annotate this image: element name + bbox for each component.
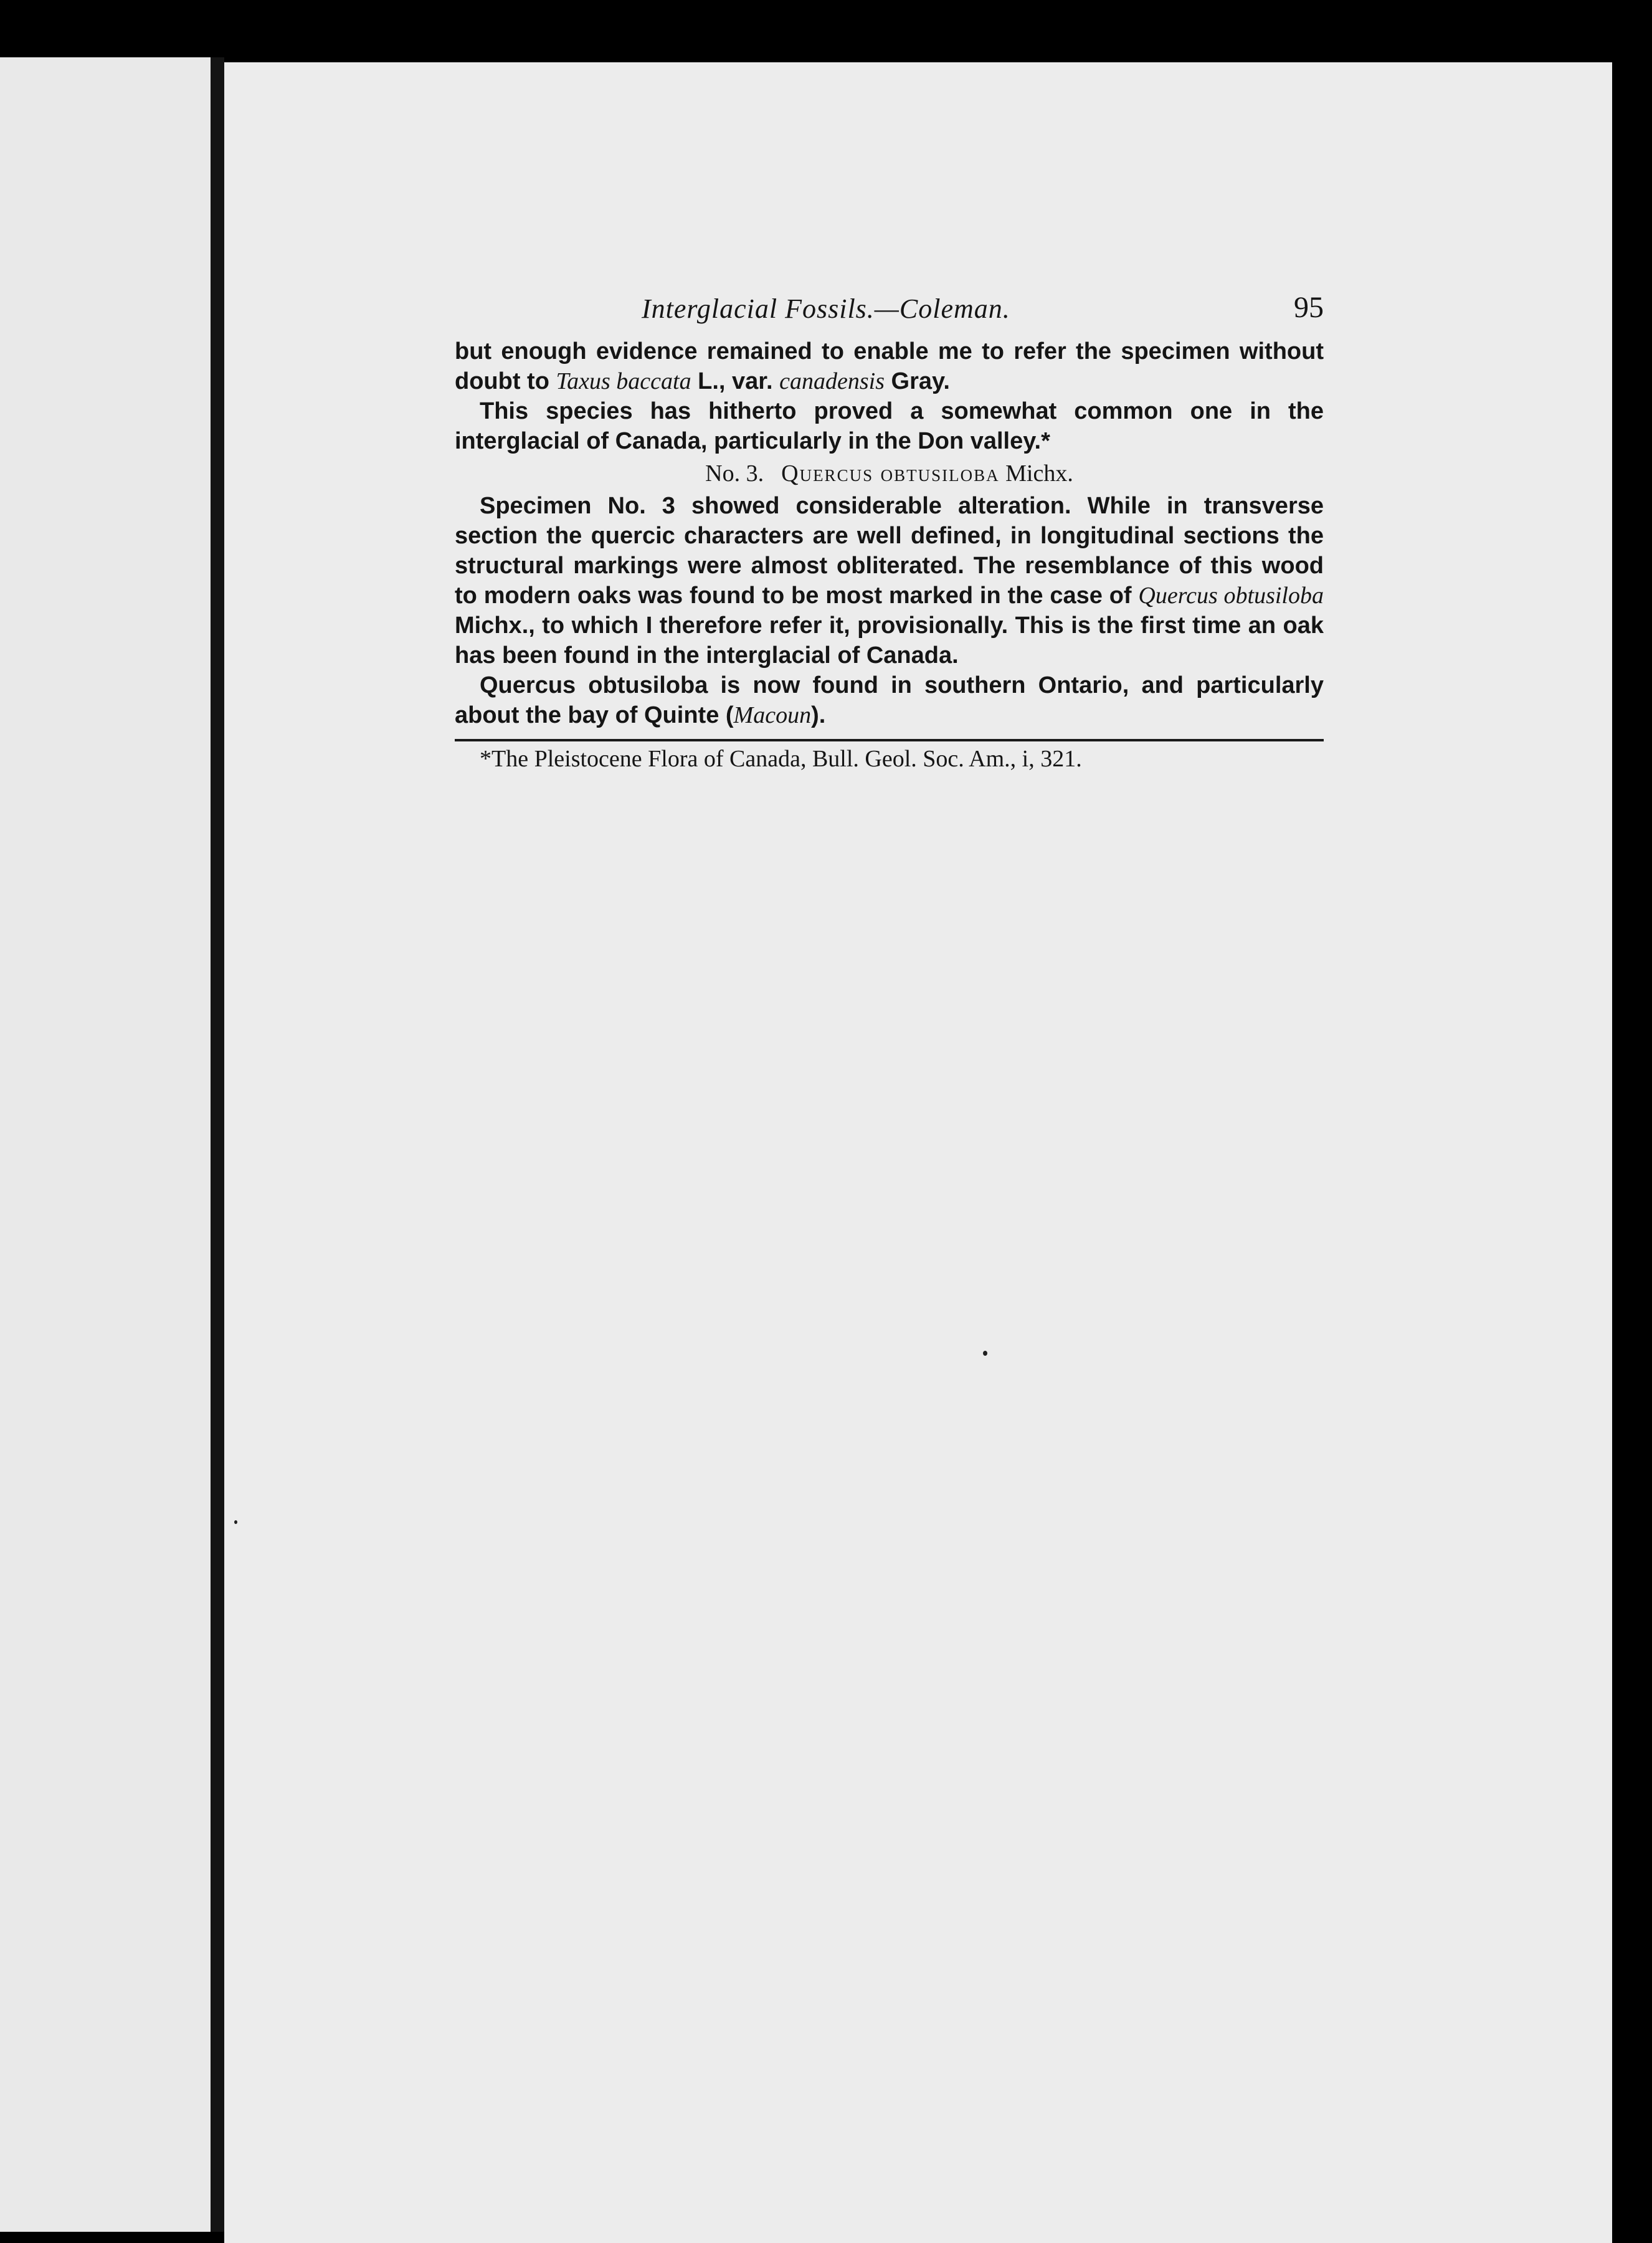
running-title: Interglacial Fossils.—Coleman. [642,293,1010,324]
article-body [455,336,1324,730]
paragraph-species-note: This species has hitherto proved a somewhat common one in the interglacial of Canada, particularly in the Don valley.* [455,398,1324,454]
source-name: Macoun [733,702,812,728]
paper-speck [983,1351,987,1356]
paragraph-text: Quercus obtusiloba is now found in southern Ontario, and particularly about the bay of Quinte ( [455,672,1324,728]
footnote: *The Pleistocene Flora of Canada, Bull. Geol. Soc. Am., i, 321. [480,746,1082,772]
paragraph-text: Specimen No. 3 showed considerable alteration. While in transverse section the quercic characters are well defined, in longitudinal sections the structural markings were almost obliterated. The resemblance of this wood to modern oaks was found to be most marked in the case of [455,493,1324,609]
paragraph-text: Gray. [884,368,950,394]
page-number: 95 [1294,291,1324,324]
book-gutter [211,57,224,2232]
footnote-divider [455,739,1324,741]
section-authority: Michx. [1005,460,1073,487]
book-page [224,62,1612,2243]
paragraph-text: Michx., to which I therefore refer it, provisionally. This is the first time an oak has been found in the interglacial of Canada. [455,612,1324,669]
section-heading [455,456,1324,491]
species-name: Quercus obtusiloba [1138,583,1324,609]
paper-speck [234,1520,237,1524]
section-species: Quercus obtusiloba [781,460,1000,487]
variety-name: canadensis [779,368,885,394]
paragraph-text: but enough evidence remained to enable me to refer the specimen without doubt to [455,338,1324,394]
paragraph-text: L., var. [691,368,780,394]
paragraph-distribution [455,670,1324,730]
section-number: No. 3. [705,460,764,487]
species-name: Taxus baccata [556,368,691,394]
paragraph-continuation [455,336,1324,396]
facing-page-edge [0,57,211,2232]
paragraph-text: ). [811,702,826,728]
running-head [455,287,1324,336]
page-content [455,287,1324,774]
paragraph-specimen-3 [455,491,1324,670]
